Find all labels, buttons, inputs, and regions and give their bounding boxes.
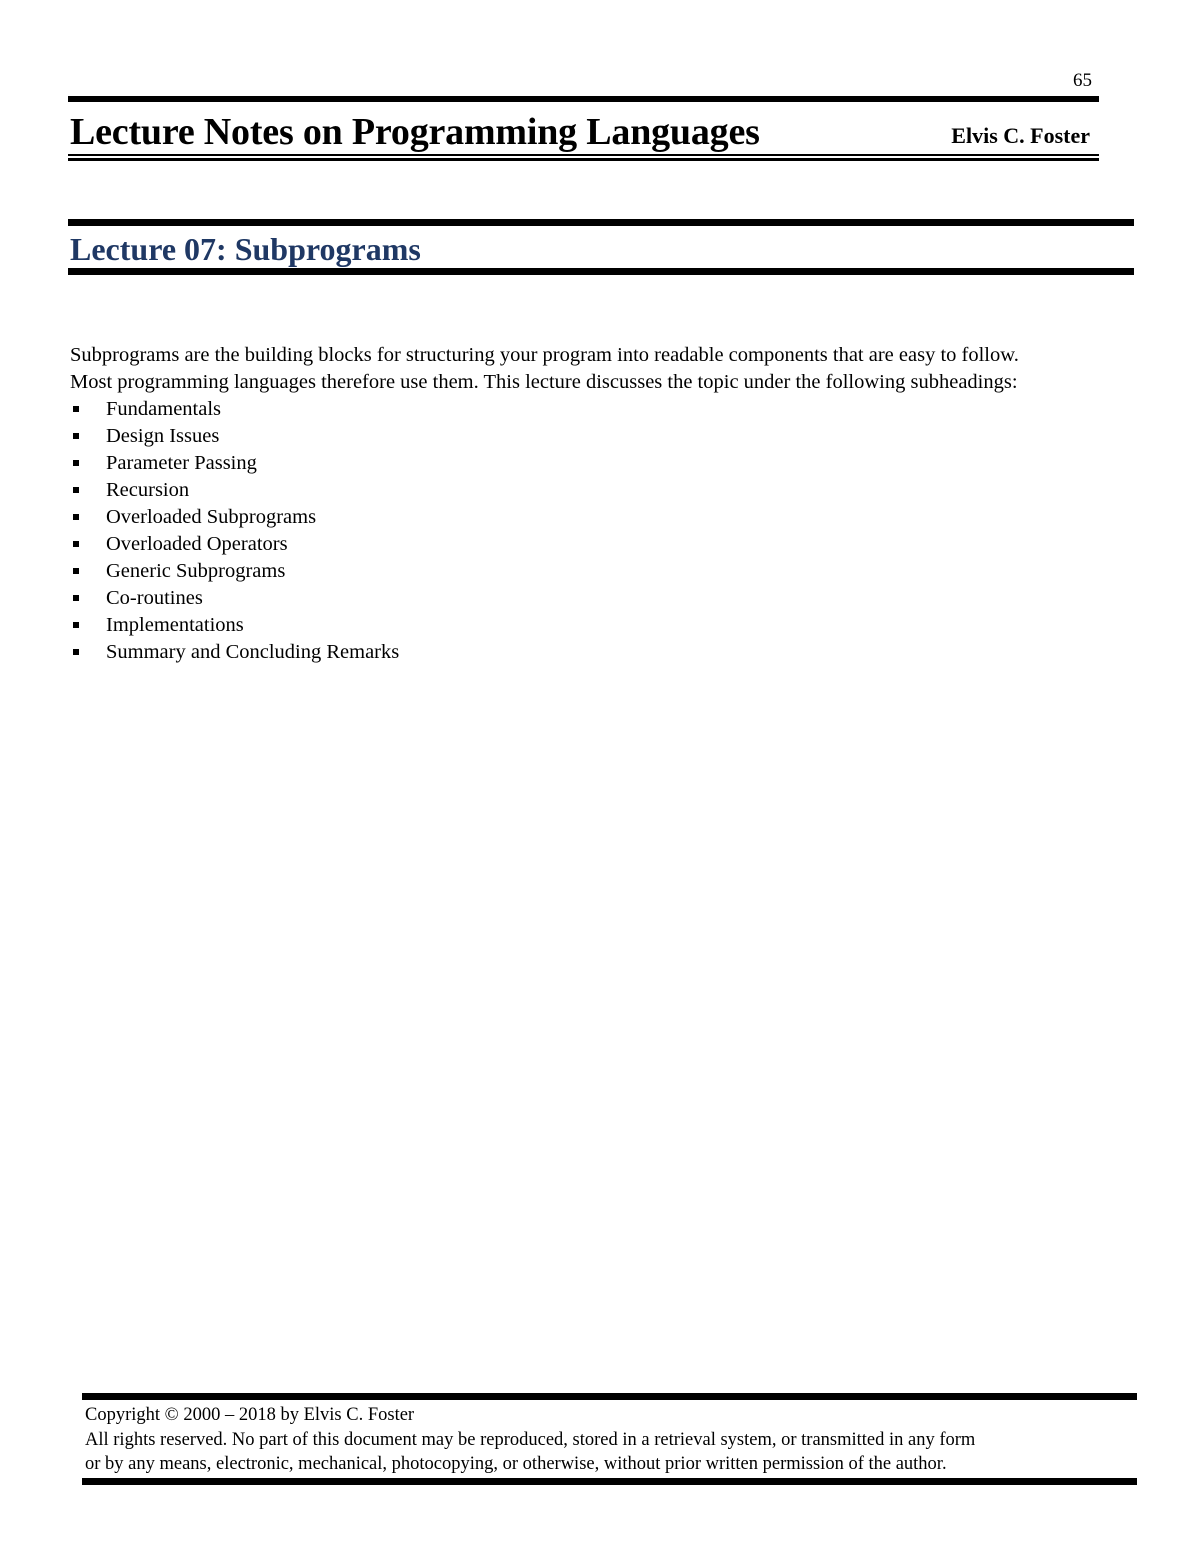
lecture-heading: Lecture 07: Subprograms (70, 231, 421, 267)
topic-label: Parameter Passing (106, 452, 257, 474)
header-bottom-rule-thin (68, 154, 1099, 156)
topic-label: Co-routines (106, 587, 203, 609)
topic-label: Fundamentals (106, 398, 222, 420)
footer (85, 1403, 1140, 1477)
square-bullet-icon (73, 487, 79, 493)
square-bullet-icon (73, 460, 79, 466)
header-bottom-rule (68, 158, 1099, 161)
topic-label: Implementations (106, 614, 244, 636)
square-bullet-icon (73, 433, 79, 439)
footer-rights-line-2: or by any means, electronic, mechanical, photocopying, or otherwise, without prior written permission of the author. (85, 1454, 947, 1474)
square-bullet-icon (73, 649, 79, 655)
intro-line-2: Most programming languages therefore use them. This lecture discusses the topic under the following subheadings: (70, 371, 1018, 393)
square-bullet-icon (73, 622, 79, 628)
topic-label: Overloaded Operators (106, 533, 288, 555)
topic-label: Recursion (106, 479, 190, 501)
page-number: 65 (1073, 70, 1092, 91)
document-author: Elvis C. Foster (951, 123, 1090, 148)
topic-label: Overloaded Subprograms (106, 506, 317, 528)
document-title: Lecture Notes on Programming Languages (70, 111, 760, 153)
square-bullet-icon (73, 514, 79, 520)
footer-copyright: Copyright © 2000 – 2018 by Elvis C. Foster (85, 1405, 415, 1425)
footer-rights-line-1: All rights reserved. No part of this document may be reproduced, stored in a retrieval system, or transmitted in any form (85, 1429, 976, 1450)
square-bullet-icon (73, 595, 79, 601)
lecture-top-rule (68, 219, 1134, 226)
intro-paragraph (70, 342, 1150, 396)
square-bullet-icon (73, 568, 79, 574)
footer-bottom-rule (82, 1478, 1137, 1485)
lecture-bottom-rule (68, 268, 1134, 275)
footer-top-rule (82, 1393, 1137, 1400)
topic-label: Summary and Concluding Remarks (106, 641, 400, 663)
header-top-rule (68, 96, 1099, 102)
square-bullet-icon (73, 541, 79, 547)
topic-label: Design Issues (106, 425, 220, 447)
topic-label: Generic Subprograms (106, 560, 286, 582)
intro-line-1: Subprograms are the building blocks for structuring your program into readable components that are easy to follow. (70, 344, 1019, 366)
square-bullet-icon (73, 406, 79, 412)
